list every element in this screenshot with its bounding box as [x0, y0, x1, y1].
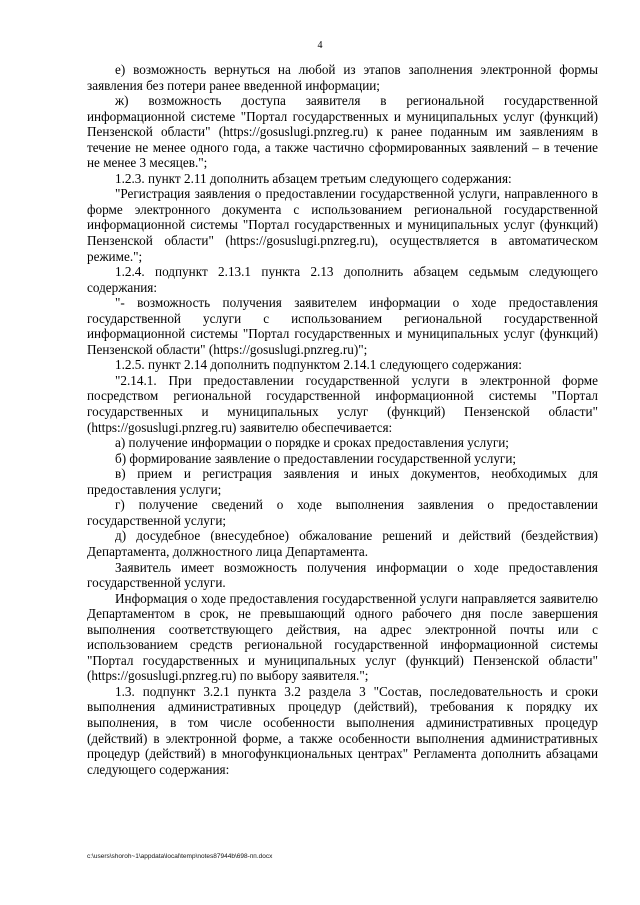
paragraph-item-v: в) прием и регистрация заявления и иных документов, необходимых для предоставления услуги;: [87, 466, 598, 497]
paragraph-applicant: Заявитель имеет возможность получения информации о ходе предоставления государственной услуги.: [87, 559, 598, 591]
paragraph-progress-info: "- возможность получения заявителем информации о ходе предоставления государственной услуги с использованием региональной государственной информационной системы "Портал государственных и муниципальных услуг (функций) Пензенской области" (https://gosuslugi.pnzreg.ru)";: [87, 295, 598, 357]
paragraph-item-d: д) досудебное (внесудебное) обжалование решений и действий (бездействия) Департамента, должностного лица Департамента.: [87, 528, 598, 559]
paragraph-item-b: б) формирование заявление о предоставлении государственной услуги;: [115, 450, 517, 466]
paragraph-1-3: 1.3. подпункт 3.2.1 пункта 3.2 раздела 3 "Состав, последовательность и сроки выполнения административных процедур (действий), требования к порядку их выполнения, в том числе особенности выполнения административных процедур (действий) в электронной форме, а также особенности выполнения административных процедур (действий) в многофункциональных центрах" Регламента дополнить абзацами следующего содержания:: [87, 683, 598, 777]
paragraph-2-14-1: "2.14.1. При предоставлении государственной услуги в электронной форме посредством региональной государственной информационной системы "Портал государственных и муниципальных услуг (функций) Пензенской области" (https://gosuslugi.pnzreg.ru) заявителю обеспечивается:: [87, 372, 598, 435]
paragraph-item-e: е) возможность вернуться на любой из этапов заполнения электронной формы заявления без потери ранее введенной информации;: [87, 62, 598, 93]
paragraph-information: Информация о ходе предоставления государственной услуги направляется заявителю Департаментом в срок, не превышающий одного рабочего дня после завершения выполнения соответствующего действия, на адрес электронной почты или с использованием средств региональной государственной информационной системы "Портал государственных и муниципальных услуг (функций) Пензенской области" (https://gosuslugi.pnzreg.ru) по выбору заявителя.";: [87, 590, 598, 684]
document-body: [87, 62, 598, 777]
paragraph-1-2-5: 1.2.5. пункт 2.14 дополнить подпунктом 2.14.1 следующего содержания:: [115, 357, 522, 373]
paragraph-item-g: г) получение сведений о ходе выполнения заявления о предоставлении государственной услуги;: [87, 497, 598, 528]
page-number: 4: [317, 40, 323, 51]
paragraph-registration: "Регистрация заявления о предоставлении государственной услуги, направленного в форме электронного документа с использованием региональной государственной информационной системы "Портал государственных и муниципальных услуг (функций) Пензенской области" (https://gosuslugi.pnzreg.ru), осуществляется в автоматическом режиме.";: [87, 186, 598, 264]
footer-file-path: c:\users\shoroh~1\appdata\local\temp\notes87944b\698-пп.docx: [87, 853, 273, 860]
paragraph-1-2-4: 1.2.4. подпункт 2.13.1 пункта 2.13 дополнить абзацем седьмым следующего содержания:: [87, 264, 598, 295]
paragraph-1-2-3: 1.2.3. пункт 2.11 дополнить абзацем третьим следующего содержания:: [115, 170, 512, 186]
paragraph-item-a: а) получение информации о порядке и сроках предоставления услуги;: [115, 435, 509, 451]
paragraph-item-zh: ж) возможность доступа заявителя в региональной государственной информационной системе "Портал государственных и муниципальных услуг (функций) Пензенской области" (https://gosuslugi.pnzreg.ru) к ранее поданным им заявлениям в течение не менее одного года, а также частично сформированных заявлений – в течение не менее 3 месяцев.";: [87, 93, 598, 171]
